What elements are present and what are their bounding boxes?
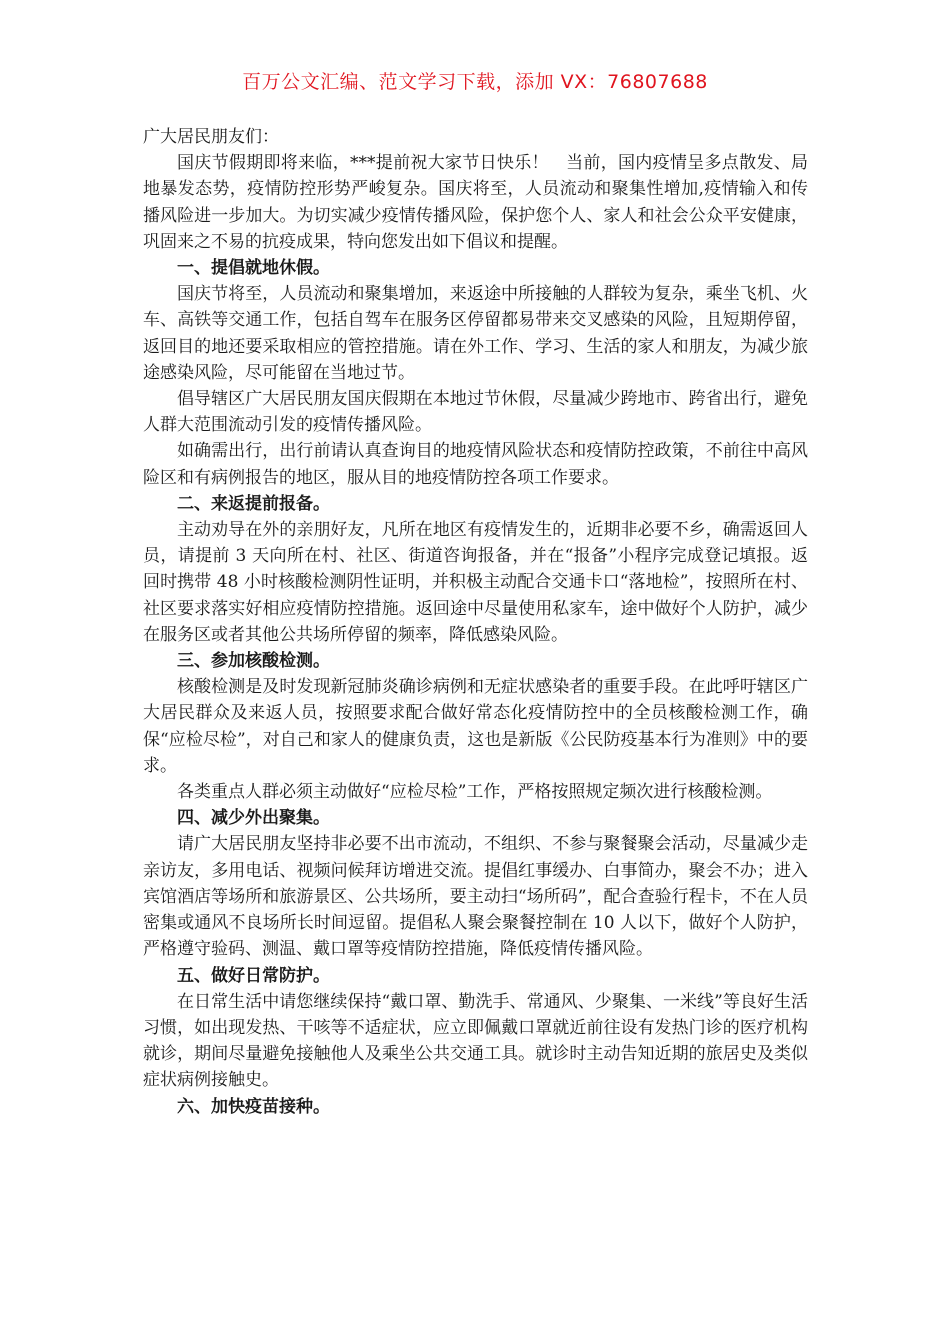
paragraph-1a: 国庆节将至，人员流动和聚集增加，来返途中所接触的人群较为复杂，乘坐飞机、火车、高铁等交通工作，包括自驾车在服务区停留都易带来交叉感染的风险，且短期停留，返回目的地还要采取相应的管控措施。请在外工作、学习、生活的家人和朋友，为减少旅途感染风险，尽可能留在当地过节。 — [143, 284, 808, 383]
paragraph-1b: 倡导辖区广大居民朋友国庆假期在本地过节休假，尽量减少跨地市、跨省出行，避免人群大范围流动引发的疫情传播风险。 — [143, 389, 808, 436]
paragraph-4: 请广大居民朋友坚持非必要不出市流动，不组织、不参与聚餐聚会活动，尽量减少走亲访友，多用电话、视频问候拜访增进交流。提倡红事缓办、白事简办，聚会不办；进入宾馆酒店等场所和旅游景区、公共场所，要主动扫“场所码”，配合查验行程卡，不在人员密集或通风不良场所长时间逗留。提倡私人聚会聚餐控制在 10 人以下，做好个人防护，严格遵守验码、测温、戴口罩等疫情防控措施，降低疫情传播风险。 — [143, 834, 808, 960]
paragraph-intro: 国庆节假期即将来临，***提前祝大家节日快乐！ 当前，国内疫情呈多点散发、局地暴发态势，疫情防控形势严峻复杂。国庆将至，人员流动和聚集性增加,疫情输入和传播风险进一步加大。为切实减少疫情传播风险，保护您个人、家人和社会公众平安健康，巩固来之不易的抗疫成果，特向您发出如下倡议和提醒。 — [143, 153, 808, 252]
section-heading-6: 六、加快疫苗接种。 — [177, 1096, 330, 1117]
paragraph-3a: 核酸检测是及时发现新冠肺炎确诊病例和无症状感染者的重要手段。在此呼吁辖区广大居民群众及来返人员，按照要求配合做好常态化疫情防控中的全员核酸检测工作，确保“应检尽检”，对自己和家人的健康负责，这也是新版《公民防疫基本行为准则》中的要求。 — [143, 677, 808, 776]
section-heading-2: 二、来返提前报备。 — [177, 493, 330, 514]
paragraph-3b: 各类重点人群必须主动做好“应检尽检”工作，严格按照规定频次进行核酸检测。 — [177, 782, 773, 803]
paragraph-5: 在日常生活中请您继续保持“戴口罩、勤洗手、常通风、少聚集、一米线”等良好生活习惯，如出现发热、干咳等不适症状，应立即佩戴口罩就近前往设有发热门诊的医疗机构就诊，期间尽量避免接触他人及乘坐公共交通工具。就诊时主动告知近期的旅居史及类似症状病例接触史。 — [143, 991, 808, 1091]
watermark-banner: 百万公文汇编、范文学习下载，添加 VX：76807688 — [242, 71, 708, 93]
document-body — [143, 124, 808, 1120]
paragraph-1c: 如确需出行，出行前请认真查询目的地疫情风险状态和疫情防控政策，不前往中高风险区和有病例报告的地区，服从目的地疫情防控各项工作要求。 — [143, 441, 808, 488]
paragraph-2: 主动劝导在外的亲朋好友，凡所在地区有疫情发生的，近期非必要不乡，确需返回人员，请提前 3 天向所在村、社区、街道咨询报备，并在“报备”小程序完成登记填报。返回时携带 48 小时核酸检测阴性证明，并积极主动配合交通卡口“落地检”，按照所在村、社区要求落实好相应疫情防控措施。返回途中尽量使用私家车，途中做好个人防护，减少在服务区或者其他公共场所停留的频率，降低感染风险。 — [143, 520, 808, 645]
section-heading-1: 一、提倡就地休假。 — [177, 258, 330, 279]
section-heading-5: 五、做好日常防护。 — [177, 965, 330, 986]
section-heading-3: 三、参加核酸检测。 — [177, 651, 330, 672]
section-heading-4: 四、减少外出聚集。 — [177, 808, 330, 829]
salutation: 广大居民朋友们： — [143, 127, 279, 147]
